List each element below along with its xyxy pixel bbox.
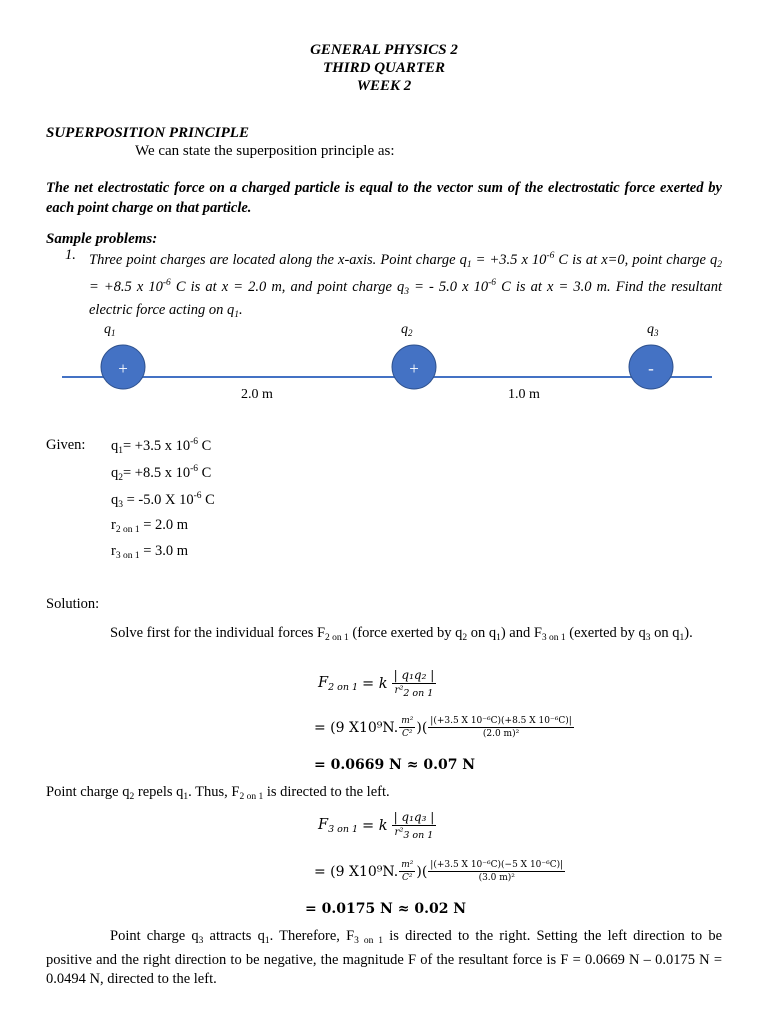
- note-f21-direction: Point charge $q_2$ repels $q_1$. Thus, $F_{2 on 1}$ is directed to the left.: [46, 784, 390, 802]
- equation-f31-result: = 0.0175 N ≈ 0.02 N: [305, 901, 467, 917]
- equation-f31: $F_{3 on 1}$ = k $\frac{\text{| q₁q₃ |}}{\text{r²3 on 1}}$: [318, 810, 435, 841]
- distance-label-2: 1.0 m: [508, 387, 540, 402]
- section-title: SUPERPOSITION PRINCIPLE: [46, 125, 249, 141]
- given-row-q1: $q_1= +3.5$ x $10^{-6}$ C: [111, 437, 212, 456]
- given-row-q2: $q_2= +8.5$ x $10^{-6}$ C: [111, 464, 212, 483]
- equation-f21: $F_{2 on 1}$ = k $\frac{\text{| q₁q₂ |}}{\text{r²2 on 1}}$: [318, 668, 435, 699]
- quarter-title: THIRD QUARTER: [322, 60, 446, 76]
- charge-sign-q1: +: [118, 359, 128, 378]
- charge-diagram: [0, 310, 768, 410]
- problem-text: Three point charges are located along the x-axis. Point charge $q_1 = +3.5$ x $10^{-6}$ C is at x=0, point charge $q_2 = +8.5$ x $10^{-6}$ C is at x = 2.0 m, and point charge $q_3$ = - 5.0 x $10^{-6}$ C is at x = 3.0 m. Find the resultant electric force acting on $q_1$.: [89, 251, 722, 320]
- equation-f21-substitution: = (9 X10⁹N. $\frac{\text{m²}}{\text{C²}}$ )( $\frac{\text{|(+3.5 X 10⁻⁶C)(+8.5 X 10⁻⁶C)|}}{\text{(2.0 m)²}}$: [314, 716, 572, 739]
- equation-f21-result: = 0.0669 N ≈ 0.07 N: [314, 757, 476, 773]
- course-title: GENERAL PHYSICS 2: [310, 42, 458, 58]
- section-intro: We can state the superposition principle as:: [135, 143, 395, 159]
- distance-label-1: 2.0 m: [241, 387, 273, 402]
- sample-heading: Sample problems:: [46, 231, 158, 247]
- conclusion-paragraph: Point charge $q_3$ attracts $q_1$. Therefore, $F_{3 on 1}$ is directed to the right. Setting the left direction to be positive and the right direction to be negative, the magnitude F of the resultant force is F = 0.0669 N – 0.0175 N = 0.0494 N, directed to the left.: [46, 928, 723, 987]
- charge-sign-q2: +: [409, 359, 419, 378]
- charge-label-q2: $q_2$: [401, 322, 413, 338]
- solution-label: Solution:: [46, 596, 100, 612]
- given-row-q3: $q_3 = -5.0$ X $10^{-6}$ C: [111, 491, 215, 510]
- charge-label-q1: $q_1$: [104, 322, 116, 338]
- given-row-r2: $r_{2 on 1} = 2.0$ m: [111, 517, 189, 535]
- given-row-r3: $r_{3 on 1} = 3.0$ m: [111, 543, 189, 561]
- problem-number: 1.: [65, 247, 76, 263]
- charge-label-q3: $q_3$: [647, 322, 659, 338]
- principle-statement: The net electrostatic force on a charged particle is equal to the vector sum of the electrostatic force exerted by each point charge on that particle.: [46, 180, 722, 216]
- charge-sign-q3: -: [648, 359, 654, 378]
- week-title: WEEK 2: [356, 78, 412, 94]
- given-label: Given:: [46, 437, 86, 453]
- solution-intro: Solve first for the individual forces $F_{2 on 1}$ (force exerted by $q_2$ on $q_1$) and $F_{3 on 1}$ (exerted by $q_3$ on $q_1$).: [110, 625, 693, 643]
- equation-f31-substitution: = (9 X10⁹N. $\frac{\text{m²}}{\text{C²}}$ )( $\frac{\text{|(+3.5 X 10⁻⁶C)(−5 X 10⁻⁶C)|}}{\text{(3.0 m)²}}$: [314, 860, 564, 883]
